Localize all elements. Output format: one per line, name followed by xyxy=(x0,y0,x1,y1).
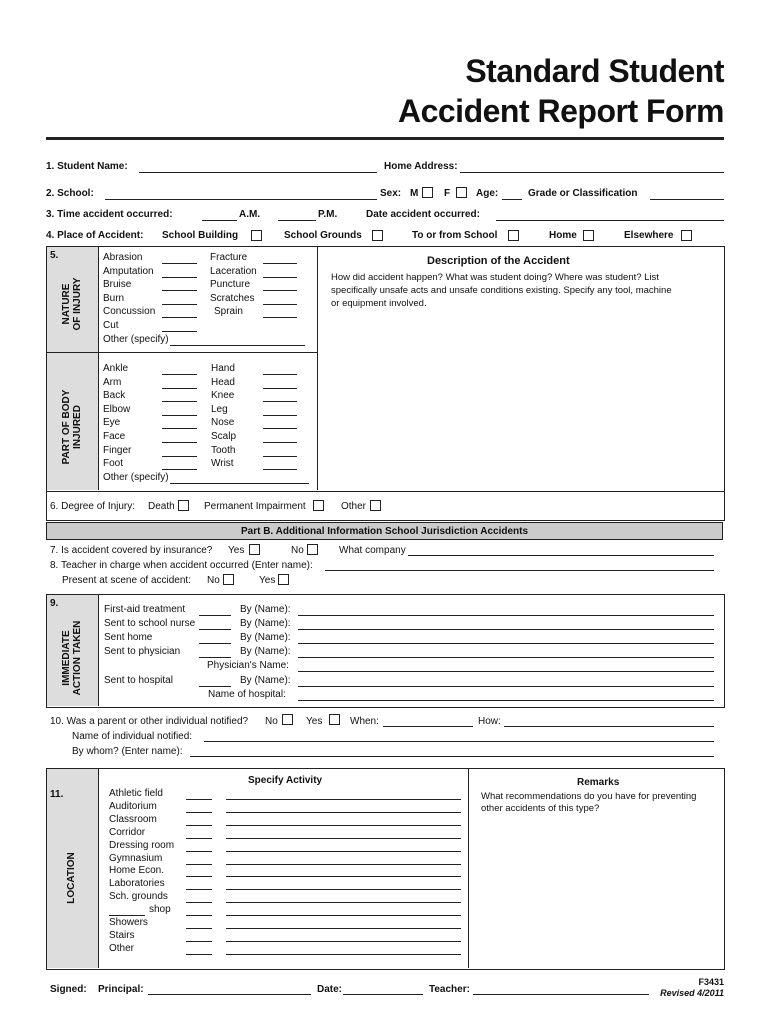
am-field[interactable] xyxy=(202,220,237,221)
remarks-title: Remarks xyxy=(577,777,620,788)
body-left-blank[interactable] xyxy=(162,456,197,457)
by-whom-label: By whom? (Enter name): xyxy=(72,746,183,757)
nature-left-item: Amputation xyxy=(103,265,154,277)
revision-date: Revised 4/2011 xyxy=(660,988,724,998)
home-address-label: Home Address: xyxy=(384,161,458,172)
hospital-name-label: Name of hospital: xyxy=(208,689,286,700)
am-label: A.M. xyxy=(239,209,261,220)
location-check-blank[interactable] xyxy=(186,799,212,800)
part-b-title: Part B. Additional Information School Jurisdiction Accidents xyxy=(240,526,529,537)
place-home-label: Home xyxy=(549,230,577,241)
pm-label: P.M. xyxy=(318,209,338,220)
description-line-3: or equipment involved. xyxy=(331,298,427,309)
place-school-grounds-checkbox[interactable] xyxy=(372,230,383,241)
place-elsewhere-label: Elsewhere xyxy=(624,230,674,241)
nature-right-item: Laceration xyxy=(210,265,257,277)
body-right-item: Hand xyxy=(211,363,235,374)
school-label: 2. School: xyxy=(46,188,94,199)
action-by-label: By (Name): xyxy=(240,604,291,615)
nature-left-item: Cut xyxy=(103,320,119,331)
nature-right-item: Puncture xyxy=(210,279,251,291)
nature-right-item: Fracture xyxy=(210,252,248,263)
location-item: Athletic field xyxy=(109,788,163,799)
body-right-item: Leg xyxy=(211,403,228,415)
section-9-number: 9. xyxy=(50,598,59,609)
degree-permanent-label: Permanent Impairment xyxy=(204,501,306,512)
footer-date-field[interactable] xyxy=(343,994,423,995)
location-item: Home Econ. xyxy=(109,865,165,877)
body-left-blank[interactable] xyxy=(162,428,197,429)
nature-left-item: Abrasion xyxy=(103,252,143,263)
location-item: Laboratories xyxy=(109,878,165,890)
student-name-label: 1. Student Name: xyxy=(46,161,128,172)
how-label: How: xyxy=(478,716,501,727)
location-item: Showers xyxy=(109,917,148,928)
action-item-label: Sent to hospital xyxy=(104,675,173,686)
action-by-label: By (Name): xyxy=(240,632,291,643)
sex-f-checkbox[interactable] xyxy=(456,187,467,198)
present-no-checkbox[interactable] xyxy=(223,574,234,585)
body-right-blank[interactable] xyxy=(263,469,297,470)
degree-label: 6. Degree of Injury: xyxy=(50,501,136,512)
action-item-label: Sent to physician xyxy=(104,646,181,657)
notified-yes-checkbox[interactable] xyxy=(329,714,340,725)
title-rule xyxy=(46,137,724,140)
notified-label: 10. Was a parent or other individual notified? xyxy=(50,716,249,727)
date-label: Date accident occurred: xyxy=(366,209,480,220)
body-left-blank[interactable] xyxy=(162,469,197,470)
nature-left-blank[interactable] xyxy=(162,277,197,278)
insurance-no-checkbox[interactable] xyxy=(307,544,318,555)
description-line-1: How did accident happen? What was student doing? Where was student? List xyxy=(331,272,659,283)
nature-right-item: Sprain xyxy=(214,306,243,318)
teacher-sign-label: Teacher: xyxy=(429,984,470,995)
action-by-label: By (Name): xyxy=(240,675,291,686)
place-home-checkbox[interactable] xyxy=(583,230,594,241)
company-field[interactable] xyxy=(408,555,714,556)
activity-field[interactable] xyxy=(226,941,461,942)
location-check-blank[interactable] xyxy=(186,941,212,942)
action-name-field[interactable] xyxy=(298,629,714,630)
location-item: shop xyxy=(149,904,171,916)
insurance-yes-checkbox[interactable] xyxy=(249,544,260,555)
action-by-label: By (Name): xyxy=(240,646,291,657)
principal-label: Principal: xyxy=(98,984,144,995)
place-school-grounds-label: School Grounds xyxy=(284,230,362,241)
present-no-label: No xyxy=(207,575,220,586)
home-address-field[interactable] xyxy=(460,172,724,173)
location-check-blank[interactable] xyxy=(186,812,212,813)
degree-permanent-checkbox[interactable] xyxy=(313,500,324,511)
teacher-field[interactable] xyxy=(325,570,714,571)
body-right-blank[interactable] xyxy=(263,428,297,429)
individual-name-label: Name of individual notified: xyxy=(72,731,193,742)
action-name-field[interactable] xyxy=(298,615,714,616)
body-left-item: Ankle xyxy=(103,363,129,374)
action-by-label: By (Name): xyxy=(240,618,291,629)
teacher-label: 8. Teacher in charge when accident occurred (Enter name): xyxy=(50,560,313,571)
section-11-divider xyxy=(468,769,469,968)
age-label: Age: xyxy=(476,188,499,199)
section-11-number: 11. xyxy=(50,789,64,800)
place-label: 4. Place of Accident: xyxy=(46,230,144,241)
action-item-blank[interactable] xyxy=(199,615,231,616)
teacher-signature-field[interactable] xyxy=(473,994,649,995)
activity-field[interactable] xyxy=(226,812,461,813)
activity-field[interactable] xyxy=(226,915,461,916)
location-check-blank[interactable] xyxy=(186,851,212,852)
body-left-item: Back xyxy=(103,390,126,402)
description-title: Description of the Accident xyxy=(427,255,570,267)
location-check-blank[interactable] xyxy=(186,915,212,916)
location-label: LOCATION xyxy=(66,852,77,904)
nature-other-blank[interactable] xyxy=(170,345,305,346)
body-right-item: Tooth xyxy=(211,444,236,456)
title-line1: Standard Student xyxy=(465,53,724,89)
remarks-area[interactable] xyxy=(472,820,718,962)
when-label: When: xyxy=(350,716,379,727)
place-to-from-school-checkbox[interactable] xyxy=(508,230,519,241)
degree-other-label: Other xyxy=(341,501,367,512)
action-name-field[interactable] xyxy=(298,686,714,687)
place-school-building-label: School Building xyxy=(162,230,239,241)
section-5-vertical-divider xyxy=(317,247,318,490)
degree-death-checkbox[interactable] xyxy=(178,500,189,511)
activity-field[interactable] xyxy=(226,864,461,865)
notified-yes-label: Yes xyxy=(306,716,323,727)
insurance-no-label: No xyxy=(291,545,304,556)
body-right-item: Nose xyxy=(211,417,235,429)
insurance-yes-label: Yes xyxy=(228,545,245,556)
activity-field[interactable] xyxy=(226,851,461,852)
nature-of-injury-label: NATURE OF INJURY xyxy=(61,277,83,331)
notified-no-checkbox[interactable] xyxy=(282,714,293,725)
degree-other-checkbox[interactable] xyxy=(370,500,381,511)
location-item: Dressing room xyxy=(109,839,175,851)
action-name-field[interactable] xyxy=(298,657,714,658)
degree-death-label: Death xyxy=(148,501,175,512)
activity-field[interactable] xyxy=(226,889,461,890)
activity-field[interactable] xyxy=(226,876,461,877)
notified-no-label: No xyxy=(265,716,278,727)
action-item-label: Sent home xyxy=(104,632,153,643)
location-item: Corridor xyxy=(109,826,146,838)
body-left-item: Other (specify) xyxy=(103,471,169,483)
activity-field[interactable] xyxy=(226,799,461,800)
location-check-blank[interactable] xyxy=(186,928,212,929)
action-name-field[interactable] xyxy=(298,671,714,672)
nature-right-blank[interactable] xyxy=(263,263,297,264)
body-left-blank[interactable] xyxy=(162,415,197,416)
form-code: F3431 xyxy=(698,977,724,987)
activity-field[interactable] xyxy=(226,825,461,826)
sex-m-checkbox[interactable] xyxy=(422,187,433,198)
signed-label: Signed: xyxy=(50,984,87,995)
school-field[interactable] xyxy=(105,199,377,200)
sex-f-label: F xyxy=(444,188,451,199)
activity-field[interactable] xyxy=(226,902,461,903)
nature-right-blank[interactable] xyxy=(263,304,297,305)
student-name-field[interactable] xyxy=(139,172,377,173)
location-item: Sch. grounds xyxy=(109,891,168,903)
nature-right-blank[interactable] xyxy=(263,290,297,291)
activity-field[interactable] xyxy=(226,838,461,839)
age-field[interactable] xyxy=(502,199,522,200)
nature-right-item: Scratches xyxy=(210,292,255,304)
location-check-blank[interactable] xyxy=(186,825,212,826)
action-item-blank[interactable] xyxy=(199,629,231,630)
location-check-blank[interactable] xyxy=(186,876,212,877)
by-whom-field[interactable] xyxy=(190,756,714,757)
body-left-blank[interactable] xyxy=(162,442,197,443)
pm-field[interactable] xyxy=(278,220,316,221)
nature-left-item: Concussion xyxy=(103,306,156,318)
nature-left-blank[interactable] xyxy=(162,317,197,318)
action-item-label: Sent to school nurse xyxy=(104,618,196,629)
nature-left-blank[interactable] xyxy=(162,304,197,305)
action-item-blank[interactable] xyxy=(199,643,231,644)
present-label: Present at scene of accident: xyxy=(62,575,191,586)
body-other-blank[interactable] xyxy=(170,483,309,484)
action-item-blank[interactable] xyxy=(199,686,231,687)
description-area[interactable] xyxy=(320,315,720,485)
location-check-blank[interactable] xyxy=(186,864,212,865)
sex-label: Sex: xyxy=(380,188,402,199)
location-item: Classroom xyxy=(109,813,157,825)
body-right-item: Scalp xyxy=(211,431,237,442)
body-left-blank[interactable] xyxy=(162,388,197,389)
action-name-field[interactable] xyxy=(298,643,714,644)
nature-left-blank[interactable] xyxy=(162,331,197,332)
body-right-item: Head xyxy=(211,376,235,388)
specify-activity-title: Specify Activity xyxy=(248,775,323,786)
place-school-building-checkbox[interactable] xyxy=(251,230,262,241)
section-5-divider xyxy=(47,352,317,353)
location-check-blank[interactable] xyxy=(186,889,212,890)
remarks-line-1: What recommendations do you have for preventing xyxy=(481,791,697,802)
section-5-number: 5. xyxy=(50,250,59,261)
principal-signature-field[interactable] xyxy=(148,994,311,995)
location-check-blank[interactable] xyxy=(186,902,212,903)
body-left-blank[interactable] xyxy=(162,401,197,402)
individual-name-field[interactable] xyxy=(204,741,714,742)
nature-left-blank[interactable] xyxy=(162,290,197,291)
present-yes-checkbox[interactable] xyxy=(278,574,289,585)
body-right-blank[interactable] xyxy=(263,374,297,375)
location-item: Auditorium xyxy=(109,800,157,812)
action-item-blank[interactable] xyxy=(199,657,231,658)
location-item: Stairs xyxy=(109,929,135,941)
location-item: Other xyxy=(109,942,135,954)
action-item-label: First-aid treatment xyxy=(104,604,186,615)
body-left-item: Foot xyxy=(103,458,124,470)
location-check-blank[interactable] xyxy=(186,954,212,955)
body-left-item: Face xyxy=(103,431,126,442)
body-left-item: Elbow xyxy=(103,403,131,415)
body-left-item: Eye xyxy=(103,417,121,429)
body-right-blank[interactable] xyxy=(263,456,297,457)
immediate-action-label: IMMEDIATE ACTION TAKEN xyxy=(61,620,83,696)
body-right-blank[interactable] xyxy=(263,401,297,402)
nature-left-item: Bruise xyxy=(103,279,132,291)
activity-field[interactable] xyxy=(226,954,461,955)
activity-field[interactable] xyxy=(226,928,461,929)
body-left-blank[interactable] xyxy=(162,374,197,375)
description-line-2: specifically unsafe acts and unsafe conditions existing. Specify any tool, machine xyxy=(331,285,672,296)
company-label: What company xyxy=(339,545,406,556)
when-field[interactable] xyxy=(383,726,473,727)
nature-right-blank[interactable] xyxy=(263,317,297,318)
shop-prefix-blank[interactable] xyxy=(109,915,145,916)
grade-field[interactable] xyxy=(650,199,724,200)
location-item: Gymnasium xyxy=(109,852,163,864)
body-right-item: Knee xyxy=(211,390,235,402)
body-right-blank[interactable] xyxy=(263,415,297,416)
physician-name-label: Physician's Name: xyxy=(207,660,289,671)
nature-left-item: Burn xyxy=(103,292,125,304)
body-right-item: Wrist xyxy=(211,458,234,470)
nature-right-blank[interactable] xyxy=(263,277,297,278)
place-to-from-school-label: To or from School xyxy=(412,230,498,241)
grade-label: Grade or Classification xyxy=(528,188,638,199)
body-left-item: Finger xyxy=(103,444,132,456)
present-yes-label: Yes xyxy=(259,575,276,586)
footer-date-label: Date: xyxy=(317,984,343,995)
insurance-label: 7. Is accident covered by insurance? xyxy=(50,545,213,556)
title-line2: Accident Report Form xyxy=(397,93,724,129)
sex-m-label: M xyxy=(410,188,419,199)
location-check-blank[interactable] xyxy=(186,838,212,839)
how-field[interactable] xyxy=(504,726,714,727)
nature-left-blank[interactable] xyxy=(162,263,197,264)
date-field[interactable] xyxy=(496,220,724,221)
time-label: 3. Time accident occurred: xyxy=(46,209,173,220)
body-right-blank[interactable] xyxy=(263,442,297,443)
action-name-field[interactable] xyxy=(298,700,714,701)
place-elsewhere-checkbox[interactable] xyxy=(681,230,692,241)
part-of-body-label: PART OF BODY INJURED xyxy=(61,389,83,465)
body-right-blank[interactable] xyxy=(263,388,297,389)
body-left-item: Arm xyxy=(103,376,122,388)
remarks-line-2: other accidents of this type? xyxy=(481,803,600,814)
nature-left-item: Other (specify) xyxy=(103,333,169,345)
